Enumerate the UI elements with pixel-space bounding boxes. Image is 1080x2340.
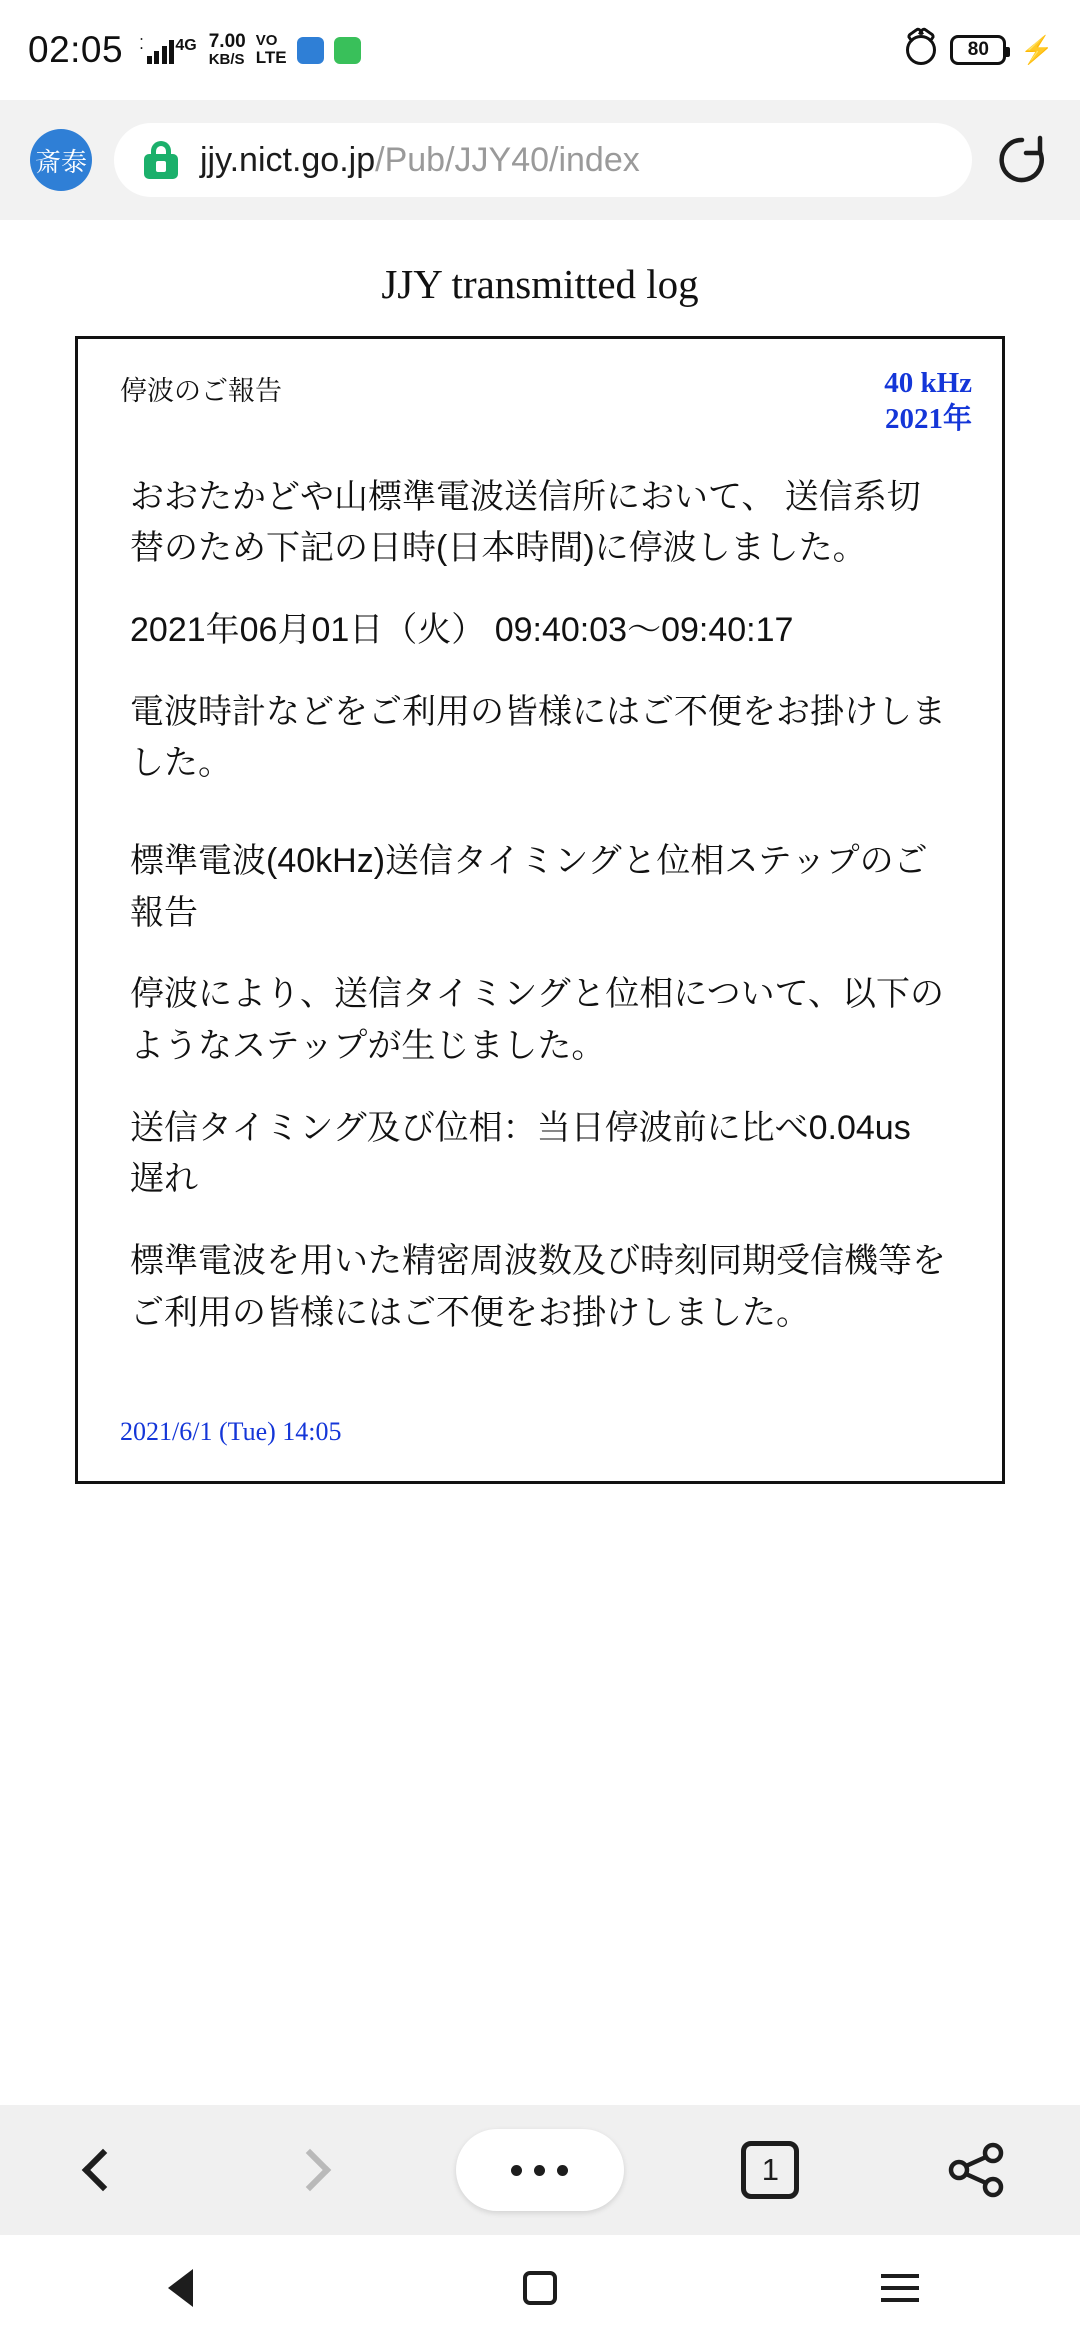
network-speed-value: 7.00 bbox=[208, 31, 246, 53]
ellipsis-icon bbox=[534, 2165, 545, 2176]
profile-avatar[interactable]: 斎泰 bbox=[30, 129, 92, 191]
log-paragraph: 標準電波を用いた精密周波数及び時刻同期受信機等を ご利用の皆様にはご不便をお掛けしました。 bbox=[130, 1241, 946, 1332]
status-right-icons bbox=[906, 0, 1054, 100]
square-home-icon bbox=[523, 2271, 557, 2305]
back-button[interactable] bbox=[43, 2115, 163, 2225]
volte-label-bottom: LTE bbox=[255, 47, 287, 67]
nav-back-button[interactable] bbox=[120, 2233, 240, 2340]
browser-toolbar-top bbox=[0, 100, 1080, 220]
chevron-left-icon bbox=[82, 2149, 124, 2191]
status-left-icons bbox=[139, 32, 360, 68]
nav-recents-button[interactable] bbox=[840, 2233, 960, 2340]
network-speed-unit: KB/S bbox=[208, 51, 245, 69]
signal-dot-icon: ⁚ bbox=[139, 35, 144, 53]
forward-button[interactable] bbox=[250, 2115, 370, 2225]
volte-indicator bbox=[256, 33, 287, 67]
log-paragraph: おおたかどや山標準電波送信所において、 送信系切替のため下記の日時(日本時間)に停波しました。 bbox=[130, 477, 921, 568]
nav-home-button[interactable] bbox=[480, 2233, 600, 2340]
log-paragraph: 標準電波(40kHz)送信タイミングと位相ステップのご報告 bbox=[130, 841, 928, 932]
signal-bars-icon bbox=[147, 38, 175, 64]
status-clock: 02:05 bbox=[28, 29, 124, 70]
log-paragraph: 送信タイミング及び位相：当日停波前に比べ0.04us 遅れ bbox=[130, 1108, 911, 1199]
log-paragraph: 停波により、送信タイミングと位相について、以下の ようなステップが生じました。 bbox=[130, 975, 944, 1065]
chevron-right-icon bbox=[288, 2149, 330, 2191]
network-type-label: 4G bbox=[175, 36, 197, 54]
reload-icon[interactable] bbox=[994, 132, 1050, 188]
notification-app-icon-green bbox=[334, 37, 361, 64]
url-path: /Pub/JJY40/index bbox=[375, 140, 640, 179]
ellipsis-icon bbox=[557, 2165, 568, 2176]
log-box-header bbox=[108, 365, 972, 438]
tabs-button[interactable] bbox=[710, 2115, 830, 2225]
tab-count-badge: 1 bbox=[741, 2141, 799, 2199]
status-bar bbox=[0, 0, 1080, 100]
web-page-content bbox=[0, 220, 1080, 1445]
share-button[interactable] bbox=[917, 2115, 1037, 2225]
lock-icon bbox=[144, 141, 178, 179]
signal-strength-icon bbox=[139, 37, 199, 64]
battery-percent-label: 80 bbox=[967, 39, 989, 60]
android-navigation-bar bbox=[0, 2235, 1080, 2340]
log-body-text bbox=[108, 438, 972, 1340]
volte-label-top: VO bbox=[255, 32, 278, 50]
network-speed-indicator bbox=[209, 32, 246, 68]
log-box-header-meta bbox=[884, 365, 972, 438]
charging-bolt-icon: ⚡ bbox=[1020, 34, 1054, 65]
page-title: JJY transmitted log bbox=[381, 261, 699, 307]
notification-app-icon-blue bbox=[297, 37, 324, 64]
share-icon bbox=[947, 2140, 1007, 2200]
triangle-back-icon bbox=[168, 2269, 193, 2307]
menu-button[interactable] bbox=[456, 2129, 624, 2211]
log-timestamp: 2021/6/1 (Tue) 14:05 bbox=[120, 1417, 342, 1446]
log-paragraph: 2021年06月01日（火） 09:40:03〜09:40:17 bbox=[130, 610, 794, 649]
frequency-label: 40 kHz bbox=[884, 367, 972, 399]
battery-icon bbox=[950, 35, 1006, 65]
browser-toolbar-bottom bbox=[0, 2105, 1080, 2235]
alarm-icon bbox=[906, 35, 936, 65]
log-paragraph: 電波時計などをご利用の皆様にはご不便をお掛けしました。 bbox=[130, 692, 946, 783]
year-label: 2021年 bbox=[884, 403, 972, 436]
url-host: jjy.nict.go.jp bbox=[200, 140, 376, 179]
transmission-log-box bbox=[75, 336, 1005, 1484]
hamburger-recents-icon bbox=[881, 2274, 919, 2302]
log-box-header-title: 停波のご報告 bbox=[120, 376, 282, 406]
address-bar[interactable] bbox=[114, 123, 972, 197]
url-text bbox=[200, 141, 640, 180]
ellipsis-icon bbox=[511, 2165, 522, 2176]
